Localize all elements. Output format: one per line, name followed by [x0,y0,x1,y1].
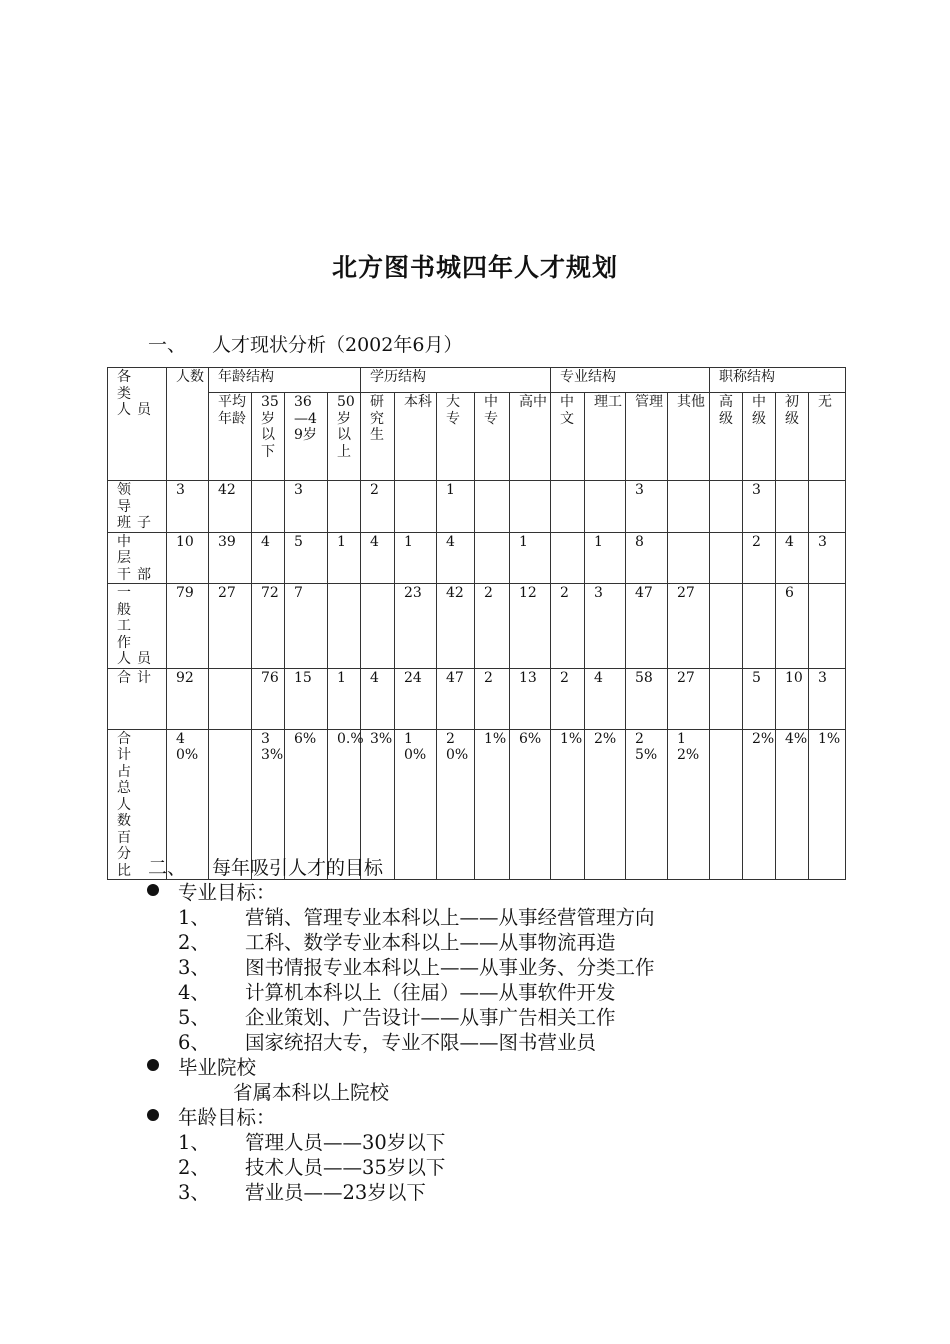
table-cell: 27 [209,584,252,669]
table-cell: 92 [167,668,209,729]
table-cell: 3 [585,584,626,669]
section-1-number: 一、 [148,334,187,356]
column-header: 理工 [585,393,626,481]
table-cell: 2 [475,584,510,669]
table-cell [776,481,809,533]
table-cell [252,481,285,533]
table-cell: 6 [776,584,809,669]
table-cell: 47 [626,584,668,669]
table-cell: 27 [668,668,710,729]
bullet-dot-icon [147,1059,159,1071]
education-structure-header: 学历结构 [361,368,551,393]
row-label: 一 般 工 作 人员 [108,584,167,669]
table-cell: 6% [510,729,551,880]
list-item: 2、 工科、数学专业本科以上——从事物流再造 [178,931,616,954]
table-cell: 5 [743,668,776,729]
headcount-header: 人数 [167,368,209,481]
table-cell [668,481,710,533]
row-label: 合 计 占 总 人 数 百 分 比 [108,729,167,880]
table-cell: 3 [626,481,668,533]
table-cell: 7 [285,584,328,669]
column-header: 中级 [743,393,776,481]
section-2-text: 每年吸引人才的目标 [212,857,384,879]
table-cell: 1 [585,532,626,584]
table-cell: 39 [209,532,252,584]
table-cell: 1 [395,532,437,584]
table-cell: 13 [510,668,551,729]
table-cell [710,668,743,729]
table-cell: 6% [285,729,328,880]
section-1-heading [148,330,462,357]
table-cell: 79 [167,584,209,669]
column-header: 无 [809,393,846,481]
table-cell: 3 [285,481,328,533]
table-cell: 40% [167,729,209,880]
table-cell [809,584,846,669]
list-item: 3、 营业员——23岁以下 [178,1181,426,1204]
column-header: 35岁以下 [252,393,285,481]
table-cell [475,532,510,584]
table-cell [209,668,252,729]
graduate-school-note: 省属本科以上院校 [233,1081,390,1104]
section-2-heading [148,853,383,880]
table-cell: 0.% [328,729,361,880]
table-cell: 2 [361,481,395,533]
column-header: 平均年龄 [209,393,252,481]
table-cell [328,481,361,533]
list-item: 6、 国家统招大专，专业不限——图书营业员 [178,1031,597,1054]
table-cell: 47 [437,668,475,729]
table-cell [510,481,551,533]
table-cell: 58 [626,668,668,729]
table-cell: 3 [809,668,846,729]
table-cell: 2 [743,532,776,584]
table-cell: 4 [252,532,285,584]
major-structure-header: 专业结构 [551,368,710,393]
table-cell: 1% [475,729,510,880]
column-header: 研究生 [361,393,395,481]
table-cell: 1 [328,532,361,584]
column-header: 中文 [551,393,585,481]
row-label: 领 导 班子 [108,481,167,533]
title-structure-header: 职称结构 [710,368,846,393]
section-1-text: 人才现状分析（2002年6月） [212,334,463,356]
table-cell: 10% [395,729,437,880]
table-cell: 42 [437,584,475,669]
table-cell [328,584,361,669]
table-cell: 3 [809,532,846,584]
column-header: 初级 [776,393,809,481]
table-cell: 10 [776,668,809,729]
table-cell [809,481,846,533]
column-header: 高中 [510,393,551,481]
table-cell: 1% [551,729,585,880]
table-cell [475,481,510,533]
list-item: 2、 技术人员——35岁以下 [178,1156,446,1179]
table-cell: 15 [285,668,328,729]
table-cell: 1 [437,481,475,533]
table-cell: 20% [437,729,475,880]
table-cell: 3 [743,481,776,533]
table-cell [710,584,743,669]
list-item: 5、 企业策划、广告设计——从事广告相关工作 [178,1006,616,1029]
table-cell [395,481,437,533]
table-cell: 2 [475,668,510,729]
table-cell: 1% [809,729,846,880]
table-cell: 27 [668,584,710,669]
table-cell [551,532,585,584]
column-header: 大专 [437,393,475,481]
column-header: 中专 [475,393,510,481]
table-cell [668,532,710,584]
table-cell [710,481,743,533]
table-cell: 25% [626,729,668,880]
column-header: 管理 [626,393,668,481]
table-row [108,584,846,669]
table-cell: 42 [209,481,252,533]
table-cell: 8 [626,532,668,584]
bullet-dot-icon [147,884,159,896]
document-title: 北方图书城四年人才规划 [331,253,618,282]
table-cell: 4 [361,532,395,584]
column-header: 50岁以上 [328,393,361,481]
column-header: 其他 [668,393,710,481]
table-cell: 2% [585,729,626,880]
table-cell: 3% [361,729,395,880]
table-cell: 2 [551,668,585,729]
table-cell: 24 [395,668,437,729]
table-cell: 4 [776,532,809,584]
table-cell [743,584,776,669]
table-cell: 5 [285,532,328,584]
table-corner-header: 各 类 人员 [108,368,167,481]
table-cell: 33% [252,729,285,880]
column-header: 高级 [710,393,743,481]
table-cell: 4% [776,729,809,880]
table-cell: 12 [510,584,551,669]
bullet-major-goals: 专业目标： [178,881,276,904]
talent-status-table [107,367,846,880]
table-cell: 72 [252,584,285,669]
table-cell: 2% [743,729,776,880]
table-cell: 23 [395,584,437,669]
row-label: 合计 [108,668,167,729]
row-label: 中 层 干部 [108,532,167,584]
age-structure-header: 年龄结构 [209,368,361,393]
table-cell: 1 [510,532,551,584]
table-cell: 4 [361,668,395,729]
table-row [108,532,846,584]
list-item: 3、 图书情报专业本科以上——从事业务、分类工作 [178,956,655,979]
section-2-number: 二、 [148,857,187,879]
table-row [108,668,846,729]
table-cell: 4 [585,668,626,729]
table-cell [361,584,395,669]
column-header: 本科 [395,393,437,481]
table-cell: 12% [668,729,710,880]
table-cell [710,532,743,584]
table-cell [551,481,585,533]
bullet-dot-icon [147,1109,159,1121]
table-cell [585,481,626,533]
list-item: 1、 营销、管理专业本科以上——从事经营管理方向 [178,906,655,929]
list-item: 4、 计算机本科以上（往届）——从事软件开发 [178,981,616,1004]
table-cell: 76 [252,668,285,729]
bullet-graduate-school: 毕业院校 [178,1056,257,1079]
table-cell: 1 [328,668,361,729]
table-cell: 4 [437,532,475,584]
table-cell: 2 [551,584,585,669]
table-row [108,481,846,533]
table-cell: 3 [167,481,209,533]
table-cell [710,729,743,880]
column-header: 36—49岁 [285,393,328,481]
table-cell: 10 [167,532,209,584]
list-item: 1、 管理人员——30岁以下 [178,1131,446,1154]
bullet-age-goals: 年龄目标： [178,1106,276,1129]
